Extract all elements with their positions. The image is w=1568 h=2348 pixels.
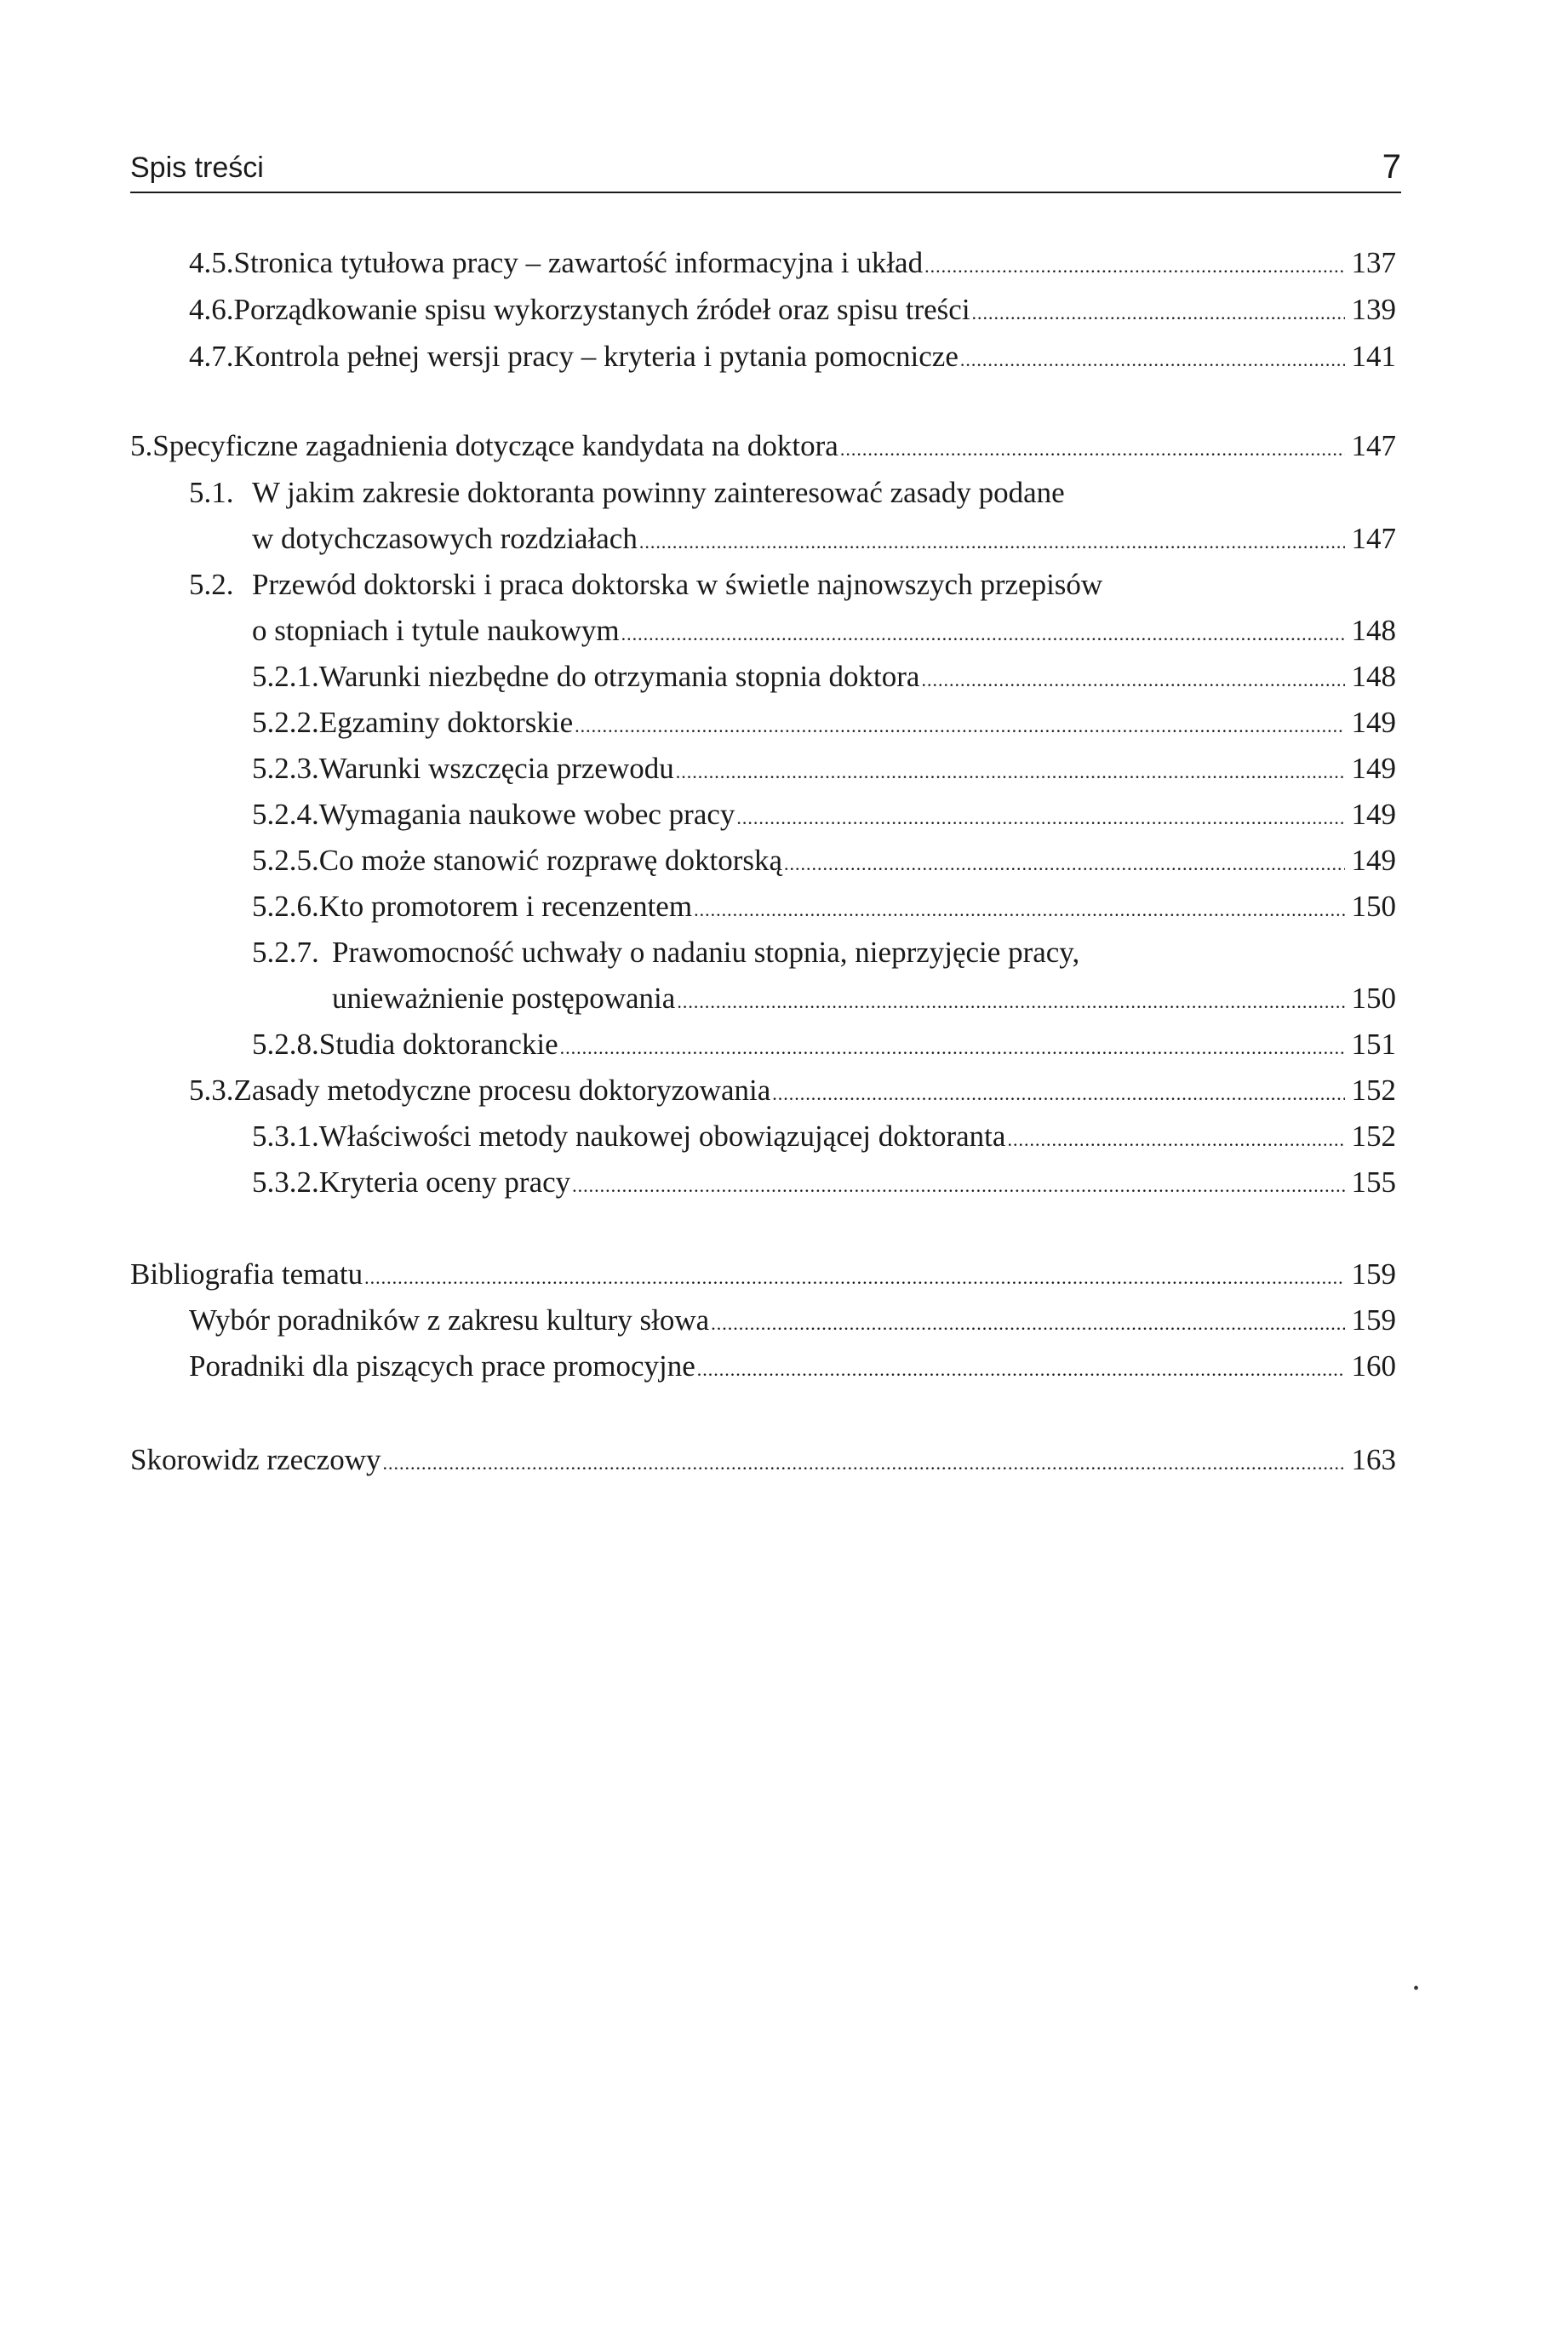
dot-leader [677,979,1345,1025]
dot-leader [560,1025,1345,1071]
toc-entry-5-2-3[interactable] [252,746,1396,792]
toc-entry-title: Bibliografia tematu [130,1257,363,1291]
dot-leader [784,841,1345,887]
dot-leader [960,337,1345,383]
toc-entry-number: 5.2.3. [252,752,319,785]
toc-entry-5-3-1[interactable] [252,1114,1396,1160]
toc-entry-title: unieważnienie postępowania [332,982,676,1015]
dot-leader [1007,1117,1345,1163]
dot-leader [621,611,1345,657]
toc-entry-number: 4.5. [189,246,234,279]
toc-entry-5-3-2[interactable] [252,1160,1396,1205]
dot-leader [697,1347,1345,1393]
toc-entry-bibliography-1[interactable] [189,1297,1396,1343]
toc-entry-page: 149 [1351,752,1396,785]
toc-entry-title-line1: Przewód doktorski i praca doktorska w świetle najnowszych przepisów [252,568,1103,601]
toc-entry-title-line1: Prawomocność uchwały o nadaniu stopnia, nieprzyjęcie pracy, [332,936,1080,969]
toc-entry-page: 149 [1351,844,1396,877]
toc-entry-page: 159 [1351,1257,1396,1291]
toc-entry-page: 152 [1351,1074,1396,1107]
toc-entry-5-1[interactable] [252,516,1396,562]
toc-entry-page: 149 [1351,798,1396,831]
toc-entry-page: 139 [1351,293,1396,326]
toc-entry-bibliography-2[interactable] [189,1343,1396,1389]
toc-entry-index[interactable] [130,1437,1396,1483]
toc-entry-number: 5.2.4. [252,798,319,831]
toc-entry-title: w dotychczasowych rozdziałach [252,522,638,555]
toc-entry-title: Kontrola pełnej wersji pracy – kryteria i pytania pomocnicze [233,340,959,373]
dot-leader [711,1301,1345,1347]
toc-entry-number: 5.2.5. [252,844,319,877]
toc-entry-title: Stronica tytułowa pracy – zawartość informacyjna i układ [233,246,924,279]
toc-entry-page: 163 [1351,1443,1396,1476]
dot-leader [736,795,1345,841]
toc-entry-number: 4.6. [189,293,234,326]
toc-entry-5-2-4[interactable] [252,792,1396,838]
toc-entry-page: 141 [1351,340,1396,373]
toc-entry-5-1-line1 [189,470,1065,516]
toc-entry-number: 4.7. [189,340,234,373]
toc-entry-page: 147 [1351,429,1396,462]
toc-entry-title: Kryteria oceny pracy [318,1165,571,1199]
toc-entry-page: 151 [1351,1028,1396,1061]
dot-leader [382,1440,1345,1486]
toc-entry-number: 5.2.8. [252,1028,319,1061]
toc-entry-title: Co może stanowić rozprawę doktorską [318,844,783,877]
dot-leader [575,703,1345,749]
toc-entry-page: 147 [1351,522,1396,555]
dot-leader [572,1163,1345,1209]
toc-entry-number: 5.2.1. [252,660,319,693]
toc-entry-number: 5.2.2. [252,706,319,739]
toc-entry-5-2-5[interactable] [252,838,1396,884]
toc-entry-page: 149 [1351,706,1396,739]
toc-entry-5-3[interactable] [189,1068,1396,1114]
toc-entry-4-7[interactable] [189,334,1396,380]
toc-entry-4-6[interactable] [189,287,1396,333]
toc-entry-5[interactable] [130,423,1396,469]
toc-entry-page: 159 [1351,1303,1396,1337]
toc-entry-number: 5.3.2. [252,1165,319,1199]
toc-entry-title-line1: W jakim zakresie doktoranta powinny zainteresować zasady podane [252,476,1065,509]
toc-entry-page: 150 [1351,890,1396,923]
scan-speck: • [1413,1979,1420,1998]
toc-entry-title: Kto promotorem i recenzentem [318,890,693,923]
toc-entry-page: 155 [1351,1165,1396,1199]
toc-entry-page: 148 [1351,614,1396,647]
toc-entry-number: 5.1. [189,476,234,509]
toc-entry-title: Właściwości metody naukowej obowiązującej doktoranta [318,1120,1006,1153]
toc-entry-title: Warunki niezbędne do otrzymania stopnia doktora [318,660,920,693]
toc-entry-5-2-8[interactable] [252,1022,1396,1068]
dot-leader [921,657,1345,703]
toc-entry-title: Porządkowanie spisu wykorzystanych źródeł oraz spisu treści [233,293,970,326]
running-header-title: Spis treści [130,152,264,184]
toc-entry-title: Warunki wszczęcia przewodu [318,752,674,785]
toc-entry-title: Wymagania naukowe wobec pracy [318,798,735,831]
toc-entry-5-2-7-line1 [252,930,1079,976]
dot-leader [772,1071,1345,1117]
toc-entry-bibliography[interactable] [130,1251,1396,1297]
dot-leader [840,427,1345,472]
toc-entry-number: 5.2.6. [252,890,319,923]
toc-entry-4-5[interactable] [189,240,1396,286]
toc-entry-title: Studia doktoranckie [318,1028,558,1061]
toc-entry-number: 5.3. [189,1074,234,1107]
toc-entry-5-2-2[interactable] [252,700,1396,746]
toc-entry-page: 148 [1351,660,1396,693]
toc-entry-title: o stopniach i tytule naukowym [252,614,620,647]
toc-entry-number: 5.2.7. [252,936,319,969]
toc-entry-page: 137 [1351,246,1396,279]
dot-leader [676,749,1345,795]
dot-leader [639,519,1345,565]
dot-leader [694,887,1345,933]
toc-entry-number: 5.2. [189,568,234,601]
toc-entry-title: Specyficzne zagadnienia dotyczące kandydata na doktora [152,429,838,462]
toc-entry-5-2-line1 [189,562,1102,608]
dot-leader [972,290,1345,336]
toc-entry-page: 152 [1351,1120,1396,1153]
dot-leader [924,243,1345,289]
toc-entry-title: Poradniki dla piszących prace promocyjne [189,1349,695,1383]
dot-leader [364,1255,1345,1301]
toc-entry-title: Wybór poradników z zakresu kultury słowa [189,1303,710,1337]
toc-entry-title: Zasady metodyczne procesu doktoryzowania [233,1074,771,1107]
page-number: 7 [1382,148,1401,186]
toc-entry-page: 160 [1351,1349,1396,1383]
toc-entry-title: Skorowidz rzeczowy [130,1443,381,1476]
toc-entry-5-2-6[interactable] [252,884,1396,930]
toc-entry-5-2-1[interactable] [252,654,1396,700]
toc-entry-title: Egzaminy doktorskie [318,706,574,739]
toc-entry-number: 5.3.1. [252,1120,319,1153]
toc-entry-5-2[interactable] [252,608,1396,654]
toc-entry-page: 150 [1351,982,1396,1015]
toc-entry-number: 5. [130,429,153,462]
toc-entry-5-2-7[interactable] [332,976,1396,1022]
